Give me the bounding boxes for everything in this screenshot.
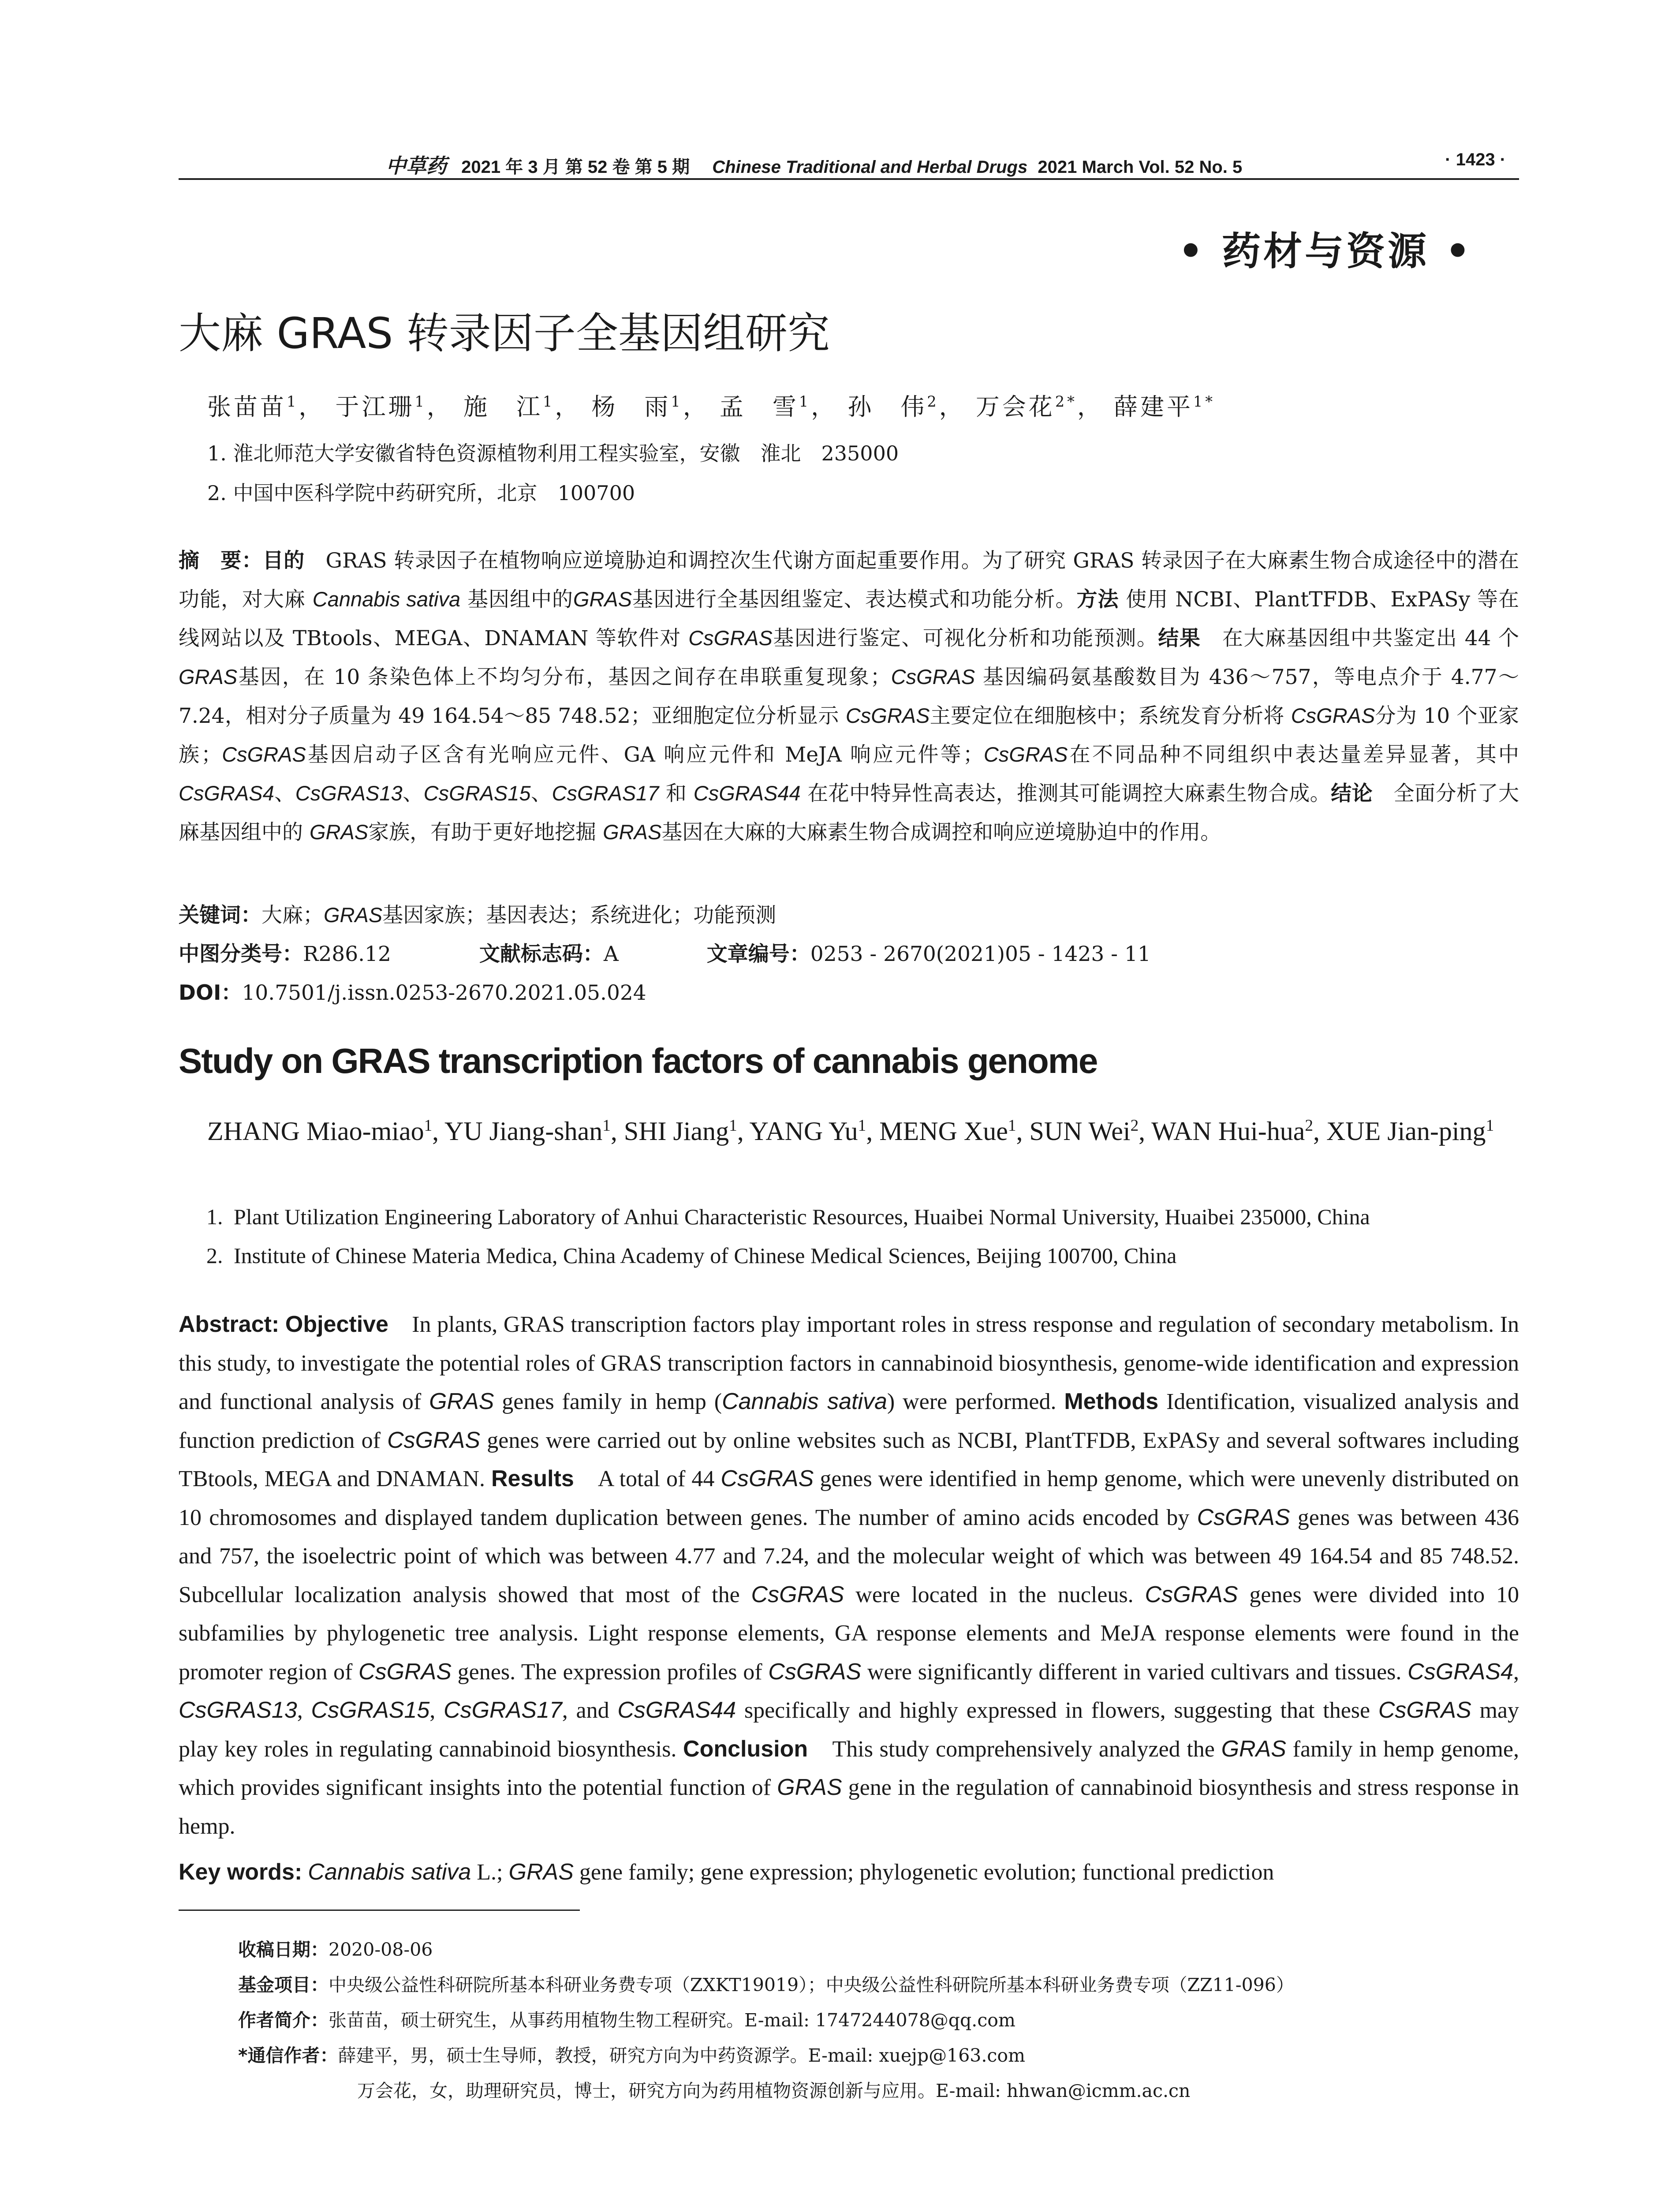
running-header-left xyxy=(386,150,1242,179)
methods-label-en: Methods xyxy=(1064,1389,1159,1414)
journal-logo: 中草药 xyxy=(386,154,447,178)
abstract-cn-label: 摘 要： xyxy=(179,549,263,573)
classification-line: 中图分类号：R286.12 文献标志码：A 文章编号：0253 - 2670(2021)05 - 1423 - 11 xyxy=(179,942,1151,966)
authors-en: ZHANG Miao-miao$^1$, YU Jiang-shan$^1$, SHI Jiang$^1$, YANG Yu$^1$, MENG Xue$^1$, SUN Wei$^2$, WAN Hui-hua$^2$, XUE Jian-ping$^1$ xyxy=(207,1117,1494,1146)
abstract-en-label: Abstract: xyxy=(179,1312,280,1337)
footnote-corresponding-2: 万会花，女，助理研究员，博士，研究方向为药用植物资源创新与应用。E-mail: hhwan@icmm.ac.cn xyxy=(357,2080,1191,2101)
header-rule xyxy=(179,178,1519,180)
objective-label-cn: 目的 xyxy=(262,549,305,573)
section-tag: • 药材与资源 • xyxy=(1178,228,1473,274)
affiliation-en-2: 2. Institute of Chinese Materia Medica, China Academy of Chinese Medical Sciences, Beijing 100700, China xyxy=(206,1243,1177,1268)
author-en: YU Jiang-shan$^1$ xyxy=(444,1117,611,1146)
footnote-rule xyxy=(179,1910,580,1911)
title-en: Study on GRAS transcription factors of cannabis genome xyxy=(179,1041,1098,1080)
footnote-corresponding: *通信作者：薛建平，男，硕士生导师，教授，研究方向为中药资源学。E-mail: xuejp@163.com xyxy=(238,2045,1025,2066)
author-en: SUN Wei$^2$ xyxy=(1029,1117,1139,1146)
conclusion-label-en: Conclusion xyxy=(683,1736,808,1762)
affiliation-en-1: 1. Plant Utilization Engineering Laboratory of Anhui Characteristic Resources, Huaibei Normal University, Huaibei 235000, China xyxy=(206,1204,1370,1229)
author-en: YANG Yu$^1$ xyxy=(749,1117,866,1146)
author-cn: 张苗苗$^1$ xyxy=(207,393,299,421)
author-en: MENG Xue$^1$ xyxy=(879,1117,1016,1146)
author-en: WAN Hui-hua$^2$ xyxy=(1151,1117,1313,1146)
author-en: SHI Jiang$^1$ xyxy=(623,1117,737,1146)
authors-cn: 张苗苗$^1$， 于江珊$^1$， 施 江$^1$， 杨 雨$^1$， 孟 雪$^1$， 孙 伟$^2$， 万会花$^{2*}$， 薛建平$^{1*}$ xyxy=(207,393,1216,421)
affiliation-cn-2: 2. 中国中医科学院中药研究所，北京 100700 xyxy=(207,481,635,505)
results-label-cn: 结果 xyxy=(1158,626,1201,650)
author-cn: 杨 雨$^1$ xyxy=(591,393,683,421)
author-cn: 薛建平$^{1*}$ xyxy=(1114,393,1216,421)
doi-line: DOI：10.7501/j.issn.0253-2670.2021.05.024 xyxy=(179,981,646,1005)
objective-label-en: Objective xyxy=(285,1312,388,1337)
author-cn: 于江珊$^1$ xyxy=(335,393,427,421)
footnote-received: 收稿日期：2020-08-06 xyxy=(238,1939,433,1960)
author-cn: 孟 雪$^1$ xyxy=(719,393,811,421)
results-label-en: Results xyxy=(491,1466,574,1491)
methods-label-cn: 方法 xyxy=(1076,587,1119,612)
author-cn: 万会花$^{2*}$ xyxy=(975,393,1077,421)
issue-info-en: 2021 March Vol. 52 No. 5 xyxy=(1038,157,1243,177)
title-cn-text: 大麻 GRAS 转录因子全基因组研究 xyxy=(179,309,830,358)
affiliation-cn-1: 1. 淮北师范大学安徽省特色资源植物利用工程实验室，安徽 淮北 235000 xyxy=(207,441,899,465)
abstract-en: Abstract: Objective In plants, GRAS transcription factors play important roles in stress response and regulation of secondary metabolism. In this study, to investigate the potential roles of GRAS transcription factors in cannabinoid biosynthesis, genome-wide identification and expression and functional analysis of GRAS genes family in hemp (Cannabis sativa) were performed. Methods Identification, visualized analysis and function prediction of CsGRAS genes were carried out by online websites such as NCBI, PlantTFDB, ExPASy and several softwares including TBtools, MEGA and DNAMAN. Results A total of 44 CsGRAS genes were identified in hemp genome, which were unevenly distributed on 10 chromosomes and displayed tandem duplication between genes. The number of amino acids encoded by CsGRAS genes was between 436 and 757, the isoelectric point of which was between 4.77 and 7.24, and the molecular weight of which was between 49 164.54 and 85 748.52. Subcellular localization analysis showed that most of the CsGRAS were located in the nucleus. CsGRAS genes were divided into 10 subfamilies by phylogenetic tree analysis. Light response elements, GA response elements and MeJA response elements were found in the promoter region of CsGRAS genes. The expression profiles of CsGRAS were significantly different in varied cultivars and tissues. CsGRAS4, CsGRAS13, CsGRAS15, CsGRAS17, and CsGRAS44 specifically and highly expressed in flowers, suggesting that these CsGRAS may play key roles in regulating cannabinoid biosynthesis. Conclusion This study comprehensively analyzed the GRAS family in hemp genome, which provides significant insights into the potential function of GRAS gene in the regulation of cannabinoid biosynthesis and stress response in hemp. xyxy=(179,1312,1519,1839)
page-number: · 1423 · xyxy=(1445,150,1506,169)
author-cn: 施 江$^1$ xyxy=(463,393,555,421)
author-en: ZHANG Miao-miao$^1$ xyxy=(207,1117,433,1146)
author-en: XUE Jian-ping$^1$ xyxy=(1326,1117,1494,1146)
footnote-fund: 基金项目：中央级公益性科研院所基本科研业务费专项（ZXKT19019）；中央级公益性科研院所基本科研业务费专项（ZZ11-096） xyxy=(238,1974,1294,1996)
keywords-en: Key words: Cannabis sativa L.; GRAS gene family; gene expression; phylogenetic evolution; functional prediction xyxy=(179,1859,1274,1885)
issue-info: 2021 年 3 月 第 52 卷 第 5 期 xyxy=(461,157,690,177)
keywords-cn: 关键词：大麻；GRAS基因家族；基因表达；系统进化；功能预测 xyxy=(179,903,777,927)
running-header xyxy=(179,142,1519,177)
abstract-cn: 摘 要：目的 GRAS 转录因子在植物响应逆境胁迫和调控次生代谢方面起重要作用。为了研究 GRAS 转录因子在大麻素生物合成途径中的潜在功能，对大麻 Cannabis sativa 基因组中的GRAS基因进行全基因组鉴定、表达模式和功能分析。方法 使用 NCBI、PlantTFDB、ExPASy 等在线网站以及 TBtools、MEGA、DNAMAN 等软件对 CsGRAS基因进行鉴定、可视化分析和功能预测。结果 在大麻基因组中共鉴定出 44 个 GRAS基因，在 10 条染色体上不均匀分布，基因之间存在串联重复现象；CsGRAS 基因编码氨基酸数目为 436～757，等电点介于 4.77～7.24，相对分子质量为 49 164.54～85 748.52；亚细胞定位分析显示 CsGRAS主要定位在细胞核中；系统发育分析将 CsGRAS分为 10 个亚家族；CsGRAS基因启动子区含有光响应元件、GA 响应元件和 MeJA 响应元件等；CsGRAS在不同品种不同组织中表达量差异显著，其中 CsGRAS4、CsGRAS13、CsGRAS15、CsGRAS17 和 CsGRAS44 在花中特异性高表达，推测其可能调控大麻素生物合成。结论 全面分析了大麻基因组中的 GRAS家族，有助于更好地挖掘 GRAS基因在大麻的大麻素生物合成调控和响应逆境胁迫中的作用。 xyxy=(179,549,1519,845)
author-cn: 孙 伟$^2$ xyxy=(847,393,939,421)
title-cn xyxy=(179,300,830,360)
conclusion-label-cn: 结论 xyxy=(1331,781,1373,806)
footnote-author-bio: 作者简介：张苗苗，硕士研究生，从事药用植物生物工程研究。E-mail: 1747244078@qq.com xyxy=(238,2010,1015,2031)
journal-name-en: Chinese Traditional and Herbal Drugs xyxy=(712,157,1028,177)
doi-link[interactable]: 10.7501/j.issn.0253-2670.2021.05.024 xyxy=(242,981,646,1005)
